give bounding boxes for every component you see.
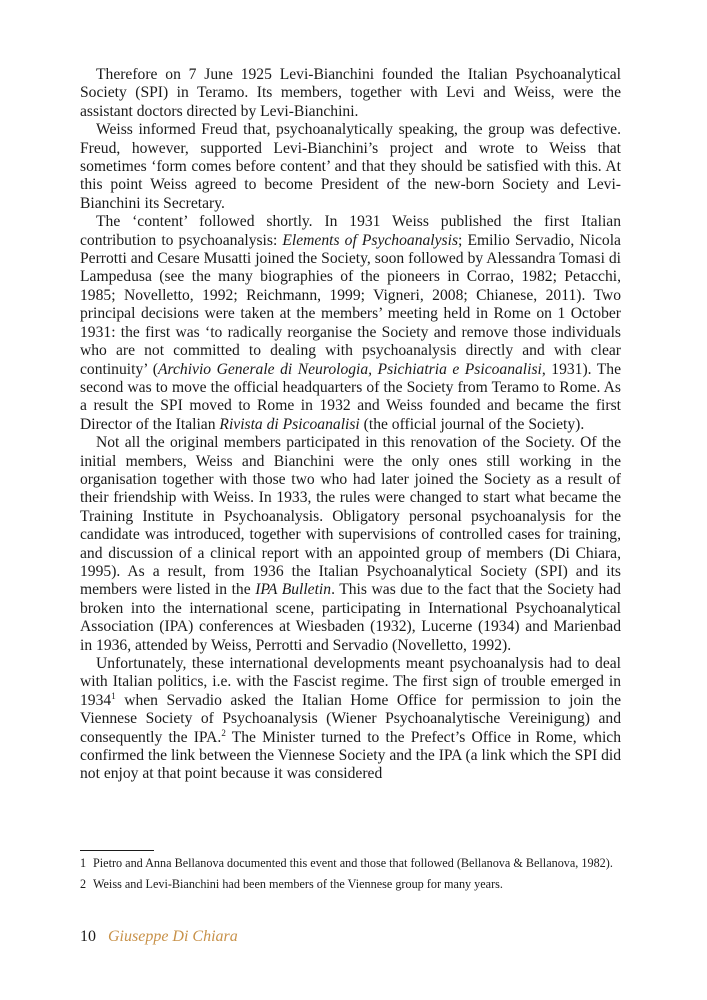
italic-title: IPA Bulletin	[255, 581, 332, 599]
italic-title: Archivio Generale di Neurologia, Psichiatria e Psicoanalisi	[157, 360, 542, 378]
text-run: The ‘content’ followed shortly. In 1931 Weiss published the first Italian contribution to psychoanalysis:	[80, 213, 621, 249]
text-run: (the official journal of the Society).	[359, 415, 585, 433]
text-run: The Minister turned to the Prefect’s Office in Rome, which confirmed the link between the Viennese Society and the IPA (a link which the SPI did not enjoy at that point because it was considered	[80, 728, 621, 783]
italic-title: Elements of Psychoanalysis	[282, 231, 459, 249]
text-run: . This was due to the fact that the Society had broken into the international scene, participating in International Psychoanalytical Association (IPA) conferences at Wiesbaden (1932), Lucerne (1934) and Marienbad in 1936, attended by Weiss, Perrotti and Servadio (Novelletto, 1992).	[80, 581, 621, 654]
text-run: Therefore on 7 June 1925 Levi-Bianchini founded the Italian Psychoanalytical Society (SPI) in Teramo. Its members, together with Levi and Weiss, were the assistant doctors directed by Levi-Bianchini.	[80, 66, 621, 120]
footnotes	[80, 855, 621, 897]
footnote-number: 1	[80, 856, 87, 870]
footnote-marker: 1	[111, 690, 116, 701]
page-number: 10	[80, 928, 96, 945]
body-paragraph	[80, 66, 621, 121]
footnote-text: Pietro and Anna Bellanova documented this event and those that followed (Bellanova & Bellanova, 1982).	[93, 856, 613, 870]
footnote-marker: 2	[221, 727, 226, 738]
running-author: Giuseppe Di Chiara	[108, 928, 238, 945]
italic-title: Rivista di Psicoanalisi	[219, 415, 360, 433]
text-run: ; Emilio Servadio, Nicola Perrotti and Cesare Musatti joined the Society, soon followed by Alessandra Tomasi di Lampedusa (see the many biographies of the pioneers in Corrao, 1982; Petacchi, 1985; Novelletto, 1992; Reichmann, 1999; Vigneri, 2008; Chianese, 2011). Two principal decisions were taken at the members’ meeting held in Rome on 1 October 1931: the first was ‘to radically reorganise the Society and remove those individuals who are not committed to dealing with psychoanalysis directly and with clear continuity’ (	[80, 231, 621, 378]
footnote-text: Weiss and Levi-Bianchini had been members of the Viennese group for many years.	[93, 877, 503, 891]
footnote-number: 2	[80, 877, 87, 891]
running-footer	[80, 927, 238, 947]
body-text	[80, 66, 621, 784]
body-paragraph	[80, 213, 621, 434]
text-run: Unfortunately, these international developments meant psychoanalysis had to deal with Italian politics, i.e. with the Fascist regime. The first sign of trouble emerged in 1934	[80, 655, 621, 709]
body-paragraph	[80, 121, 621, 213]
text-run: , 1931). The second was to move the official headquarters of the Society from Teramo to Rome. As a result the SPI moved to Rome in 1932 and Weiss founded and became the first Director of the Italian	[80, 360, 621, 433]
text-run: Weiss informed Freud that, psychoanalytically speaking, the group was defective. Freud, however, supported Levi-Bianchini’s project and wrote to Weiss that sometimes ‘form comes before content’ and that they should be satisfied with this. At this point Weiss agreed to become President of the new-born Society and Levi-Bianchini its Secretary.	[80, 121, 621, 212]
body-paragraph	[80, 655, 621, 784]
text-run: when Servadio asked the Italian Home Office for permission to join the Viennese Society of Psychoanalysis (Wiener Psychoanalytische Vereinigung) and consequently the IPA.	[80, 691, 621, 746]
text-run: Not all the original members participated in this renovation of the Society. Of the initial members, Weiss and Bianchini were the only ones still working in the organisation together with those two who had later joined the Society as a result of their friendship with Weiss. In 1933, the rules were changed to start what became the Training Institute in Psychoanalysis. Obligatory personal psychoanalysis for the candidate was introduced, together with supervisions of controlled cases for training, and discussion of a clinical report with an appointed group of members (Di Chiara, 1995). As a result, from 1936 the Italian Psychoanalytical Society (SPI) and its members were listed in the	[80, 434, 621, 599]
body-paragraph	[80, 434, 621, 655]
footnote	[80, 855, 621, 871]
footnote-rule	[80, 850, 154, 851]
footnote	[80, 876, 621, 892]
